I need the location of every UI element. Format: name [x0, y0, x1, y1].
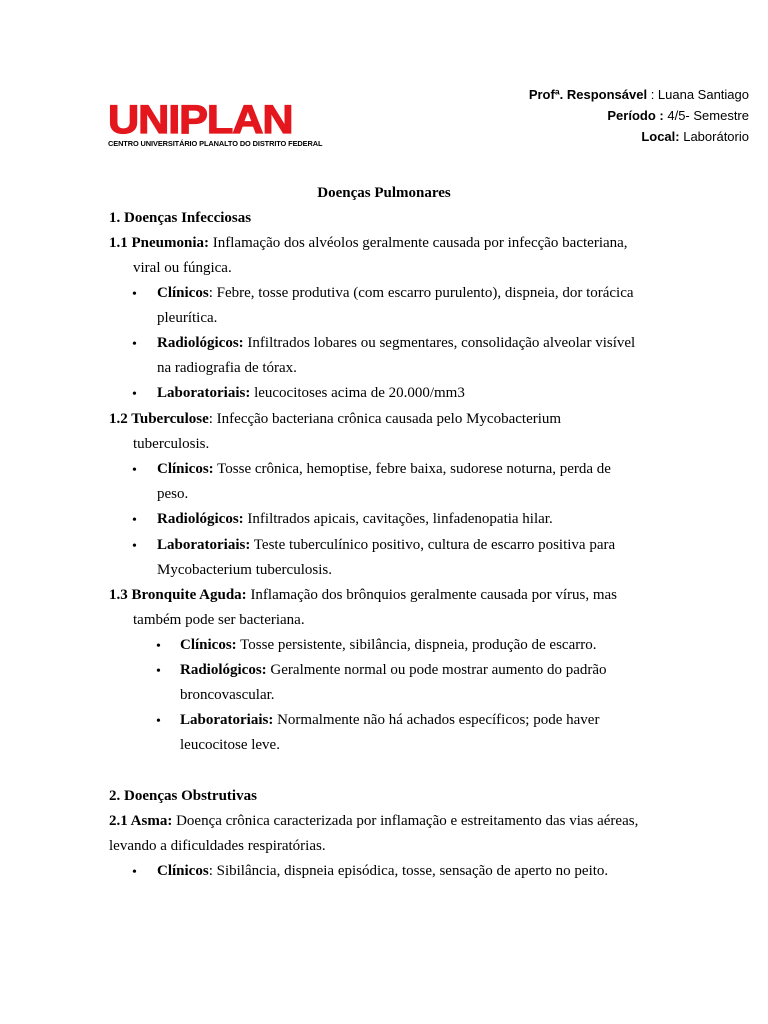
asma-definition: 2.1 Asma: Doença crônica caracterizada por inflamação e estreitamento das vias aéreas, [109, 813, 639, 829]
tuberculose-clinicos: Clínicos: Tosse crônica, hemoptise, febre baixa, sudorese noturna, perda de [157, 461, 611, 477]
tuberculose-definition: 1.2 Tuberculose: Infecção bacteriana crônica causada pelo Mycobacterium [109, 411, 562, 427]
tuberculose-definition-cont: tuberculosis. [133, 436, 210, 452]
tuberculose-radiologicos: Radiológicos: Infiltrados apicais, cavitações, linfadenopatia hilar. [157, 511, 553, 527]
uniplan-logo [108, 98, 323, 149]
bullet-icon: • [132, 513, 137, 528]
asma-clinicos: Clínicos: Sibilância, dispneia episódica, tosse, sensação de aperto no peito. [157, 863, 609, 879]
periodo-value: 4/5- Semestre [663, 108, 749, 123]
bullet-icon: • [156, 714, 161, 729]
pneumonia-clinicos-cont: pleurítica. [157, 310, 218, 326]
logo-wordmark: UNIPLAN [108, 98, 293, 142]
pneumonia-definition: 1.1 Pneumonia: Inflamação dos alvéolos geralmente causada por infecção bacteriana, [109, 235, 628, 251]
section-2-heading: 2. Doenças Obstrutivas [109, 788, 257, 804]
logo-subtitle: CENTRO UNIVERSITÁRIO PLANALTO DO DISTRITO FEDERAL [108, 139, 323, 148]
header-info [529, 84, 749, 147]
local-value: Laborátorio [679, 129, 749, 144]
periodo-line [529, 105, 749, 126]
pneumonia-laboratoriais: Laboratoriais: leucocitoses acima de 20.000/mm3 [157, 385, 465, 401]
bronquite-laboratoriais-cont: leucocitose leve. [180, 737, 280, 753]
bullet-icon: • [132, 539, 137, 554]
asma-definition-cont: levando a dificuldades respiratórias. [109, 838, 326, 854]
bullet-icon: • [156, 664, 161, 679]
bronquite-radiologicos: Radiológicos: Geralmente normal ou pode mostrar aumento do padrão [180, 662, 607, 678]
section-1-heading: 1. Doenças Infecciosas [109, 210, 252, 226]
bronquite-clinicos: Clínicos: Tosse persistente, sibilância, dispneia, produção de escarro. [180, 637, 597, 653]
bronquite-definition-cont: também pode ser bacteriana. [133, 612, 305, 628]
local-label: Local: [641, 129, 680, 144]
pneumonia-definition-cont: viral ou fúngica. [133, 260, 232, 276]
professor-value: : Luana Santiago [647, 87, 749, 102]
bullet-icon: • [132, 337, 137, 352]
document-title: Doenças Pulmonares [317, 185, 451, 201]
tuberculose-laboratoriais: Laboratoriais: Teste tuberculínico positivo, cultura de escarro positiva para [157, 537, 616, 553]
tuberculose-clinicos-cont: peso. [157, 486, 189, 502]
bronquite-laboratoriais: Laboratoriais: Normalmente não há achados específicos; pode haver [180, 712, 600, 728]
bronquite-definition: 1.3 Bronquite Aguda: Inflamação dos brônquios geralmente causada por vírus, mas [109, 587, 617, 603]
bronquite-radiologicos-cont: broncovascular. [180, 687, 275, 703]
professor-label: Profª. Responsável [528, 87, 648, 102]
bullet-icon: • [156, 639, 161, 654]
local-line [529, 126, 749, 147]
bullet-icon: • [132, 287, 137, 302]
bullet-icon: • [132, 865, 137, 880]
periodo-label: Período : [607, 108, 664, 123]
bullet-icon: • [132, 463, 137, 478]
pneumonia-radiologicos: Radiológicos: Infiltrados lobares ou segmentares, consolidação alveolar visível [157, 335, 636, 351]
tuberculose-laboratoriais-cont: Mycobacterium tuberculosis. [157, 562, 332, 578]
pneumonia-radiologicos-cont: na radiografia de tórax. [157, 360, 297, 376]
professor-line [529, 84, 749, 105]
bullet-icon: • [132, 387, 137, 402]
pneumonia-clinicos: Clínicos: Febre, tosse produtiva (com escarro purulento), dispneia, dor torácica [157, 285, 634, 301]
